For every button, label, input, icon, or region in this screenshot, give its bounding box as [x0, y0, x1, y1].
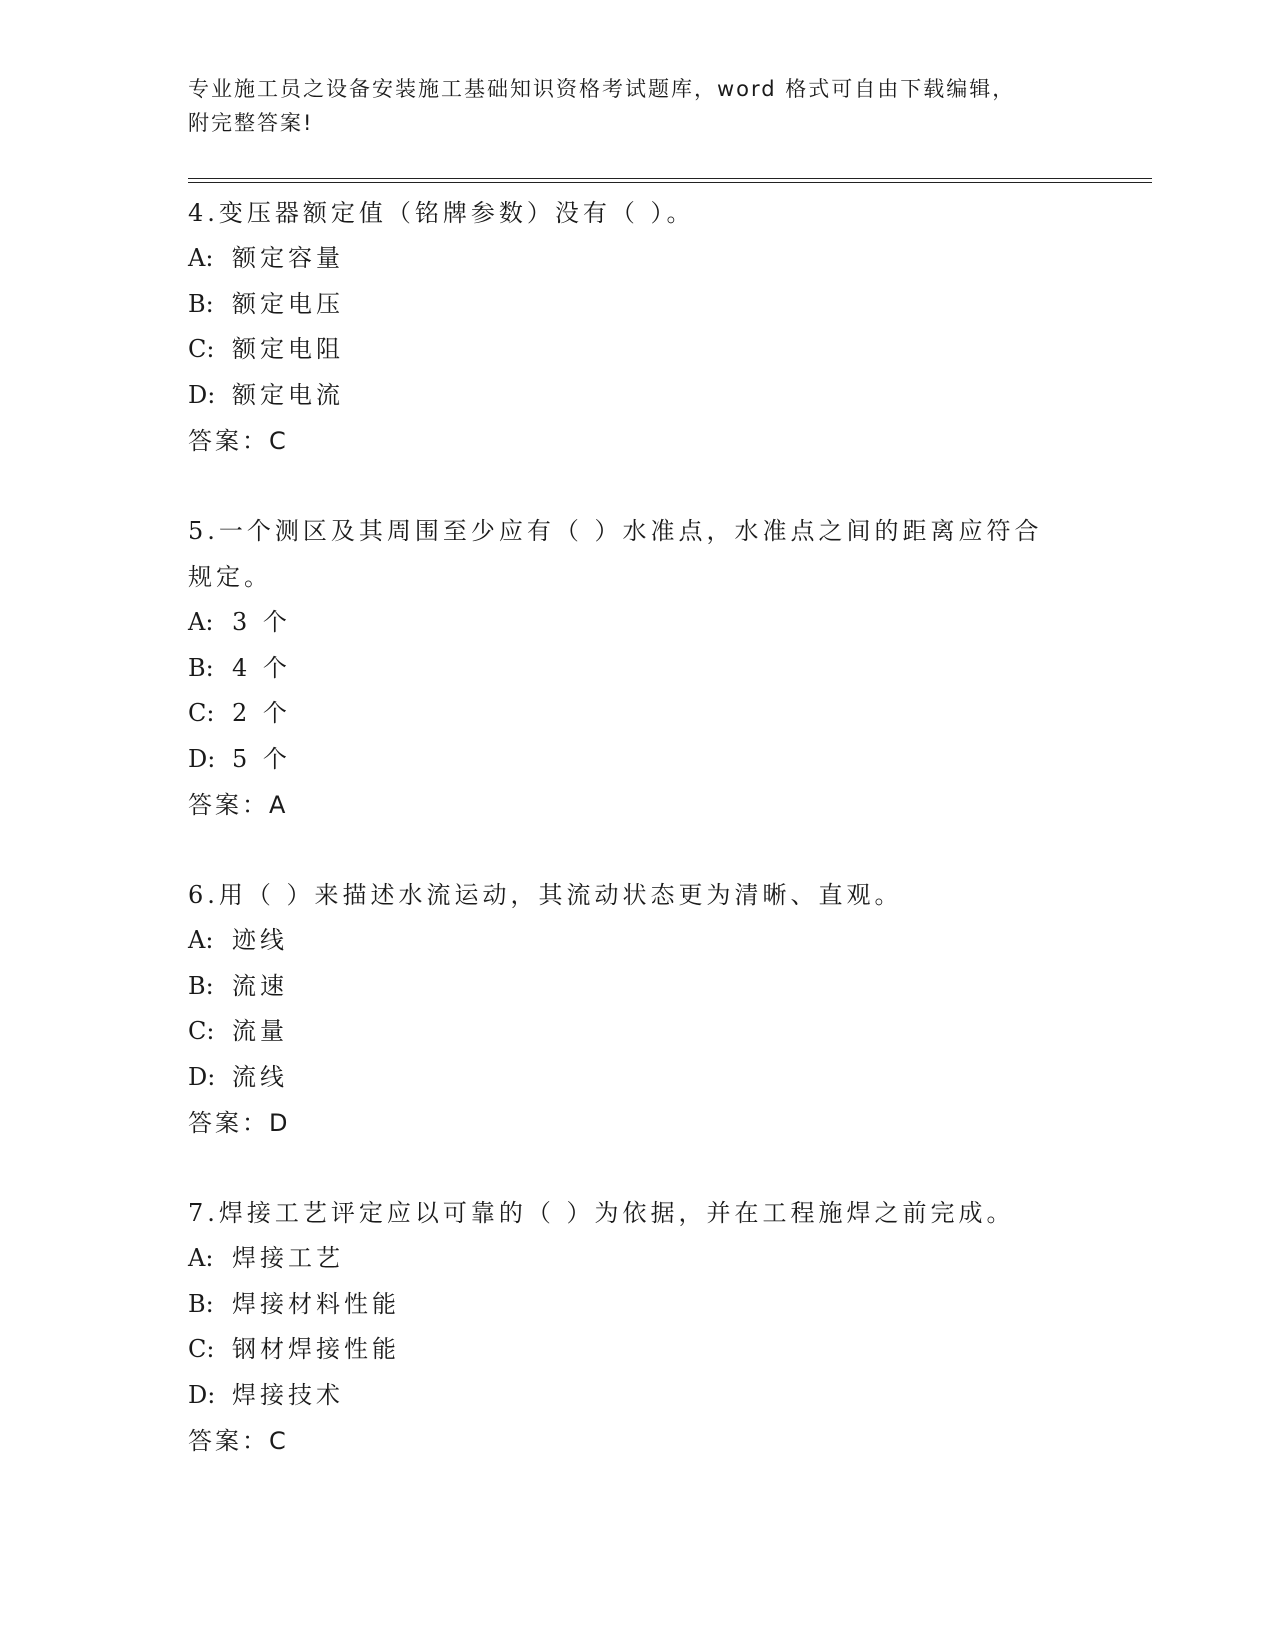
option-b: [188, 282, 1088, 328]
question-stem: 5.一个测区及其周围至少应有（ ）水准点，水准点之间的距离应符合: [188, 517, 1043, 545]
header-line-1: 专业施工员之设备安装施工基础知识资格考试题库，word 格式可自由下载编辑，: [188, 77, 1016, 101]
answer-label: 答案：: [188, 791, 269, 819]
option-key: D:: [188, 1062, 216, 1091]
answer-label: 答案：: [188, 1427, 269, 1455]
answer-label: 答案：: [188, 427, 269, 455]
option-key: D:: [188, 744, 216, 773]
option-key: A:: [188, 608, 214, 636]
answer-line: [188, 1100, 1088, 1146]
option-text: 额定电压: [232, 289, 344, 318]
option-text: 迹线: [232, 926, 288, 954]
option-c: [188, 691, 1088, 737]
option-d: [188, 1055, 1088, 1101]
question-4: [188, 190, 1088, 464]
option-b: [188, 646, 1088, 692]
question-7: [188, 1190, 1088, 1464]
option-text: 焊接技术: [232, 1380, 344, 1409]
answer-line: [188, 418, 1088, 464]
option-b: [188, 964, 1088, 1010]
answer-label: 答案：: [188, 1109, 269, 1137]
option-c: [188, 1327, 1088, 1373]
option-text: 额定电阻: [232, 335, 344, 363]
document-header: [188, 72, 1088, 140]
header-line-2: 附完整答案!: [188, 111, 314, 135]
answer-value: D: [269, 1109, 288, 1137]
question-6: [188, 872, 1088, 1146]
answer-value: C: [269, 427, 286, 455]
option-key: A:: [188, 1244, 214, 1272]
option-text: 3 个: [232, 608, 291, 636]
question-list: [188, 190, 1088, 1464]
option-key: B:: [188, 971, 214, 1000]
answer-line: [188, 782, 1088, 828]
answer-line: [188, 1418, 1088, 1464]
option-key: B:: [188, 653, 214, 682]
option-text: 2 个: [232, 699, 291, 727]
option-a: [188, 918, 1088, 964]
option-text: 钢材焊接性能: [232, 1335, 400, 1363]
option-text: 流线: [232, 1062, 288, 1091]
question-stem: 4.变压器额定值（铭牌参数）没有（ ）。: [188, 199, 695, 227]
option-b: [188, 1282, 1088, 1328]
option-text: 焊接工艺: [232, 1244, 344, 1272]
header-divider-bottom: [188, 182, 1152, 183]
option-key: D:: [188, 380, 216, 409]
option-text: 额定容量: [232, 244, 344, 272]
option-d: [188, 1373, 1088, 1419]
option-key: C:: [188, 699, 215, 727]
answer-value: C: [269, 1427, 286, 1455]
answer-value: A: [269, 791, 286, 819]
option-key: C:: [188, 1017, 215, 1045]
option-key: A:: [188, 926, 214, 954]
question-5: [188, 508, 1088, 828]
option-text: 5 个: [232, 744, 291, 773]
option-key: B:: [188, 289, 214, 318]
question-stem: 6.用（ ）来描述水流运动，其流动状态更为清晰、直观。: [188, 881, 903, 909]
option-c: [188, 1009, 1088, 1055]
option-d: [188, 373, 1088, 419]
question-stem: 7.焊接工艺评定应以可靠的（ ）为依据，并在工程施焊之前完成。: [188, 1199, 1015, 1227]
option-text: 焊接材料性能: [232, 1289, 400, 1318]
option-key: A:: [188, 244, 214, 272]
question-stem-continued: 规定。: [188, 563, 272, 591]
option-a: [188, 600, 1088, 646]
option-c: [188, 327, 1088, 373]
option-key: C:: [188, 335, 215, 363]
option-a: [188, 236, 1088, 282]
option-key: D:: [188, 1380, 216, 1409]
option-text: 额定电流: [232, 380, 344, 409]
option-text: 流速: [232, 971, 288, 1000]
header-divider-top: [188, 178, 1152, 179]
option-a: [188, 1236, 1088, 1282]
option-d: [188, 737, 1088, 783]
option-key: B:: [188, 1289, 214, 1318]
option-text: 流量: [232, 1017, 288, 1045]
option-key: C:: [188, 1335, 215, 1363]
option-text: 4 个: [232, 653, 291, 682]
